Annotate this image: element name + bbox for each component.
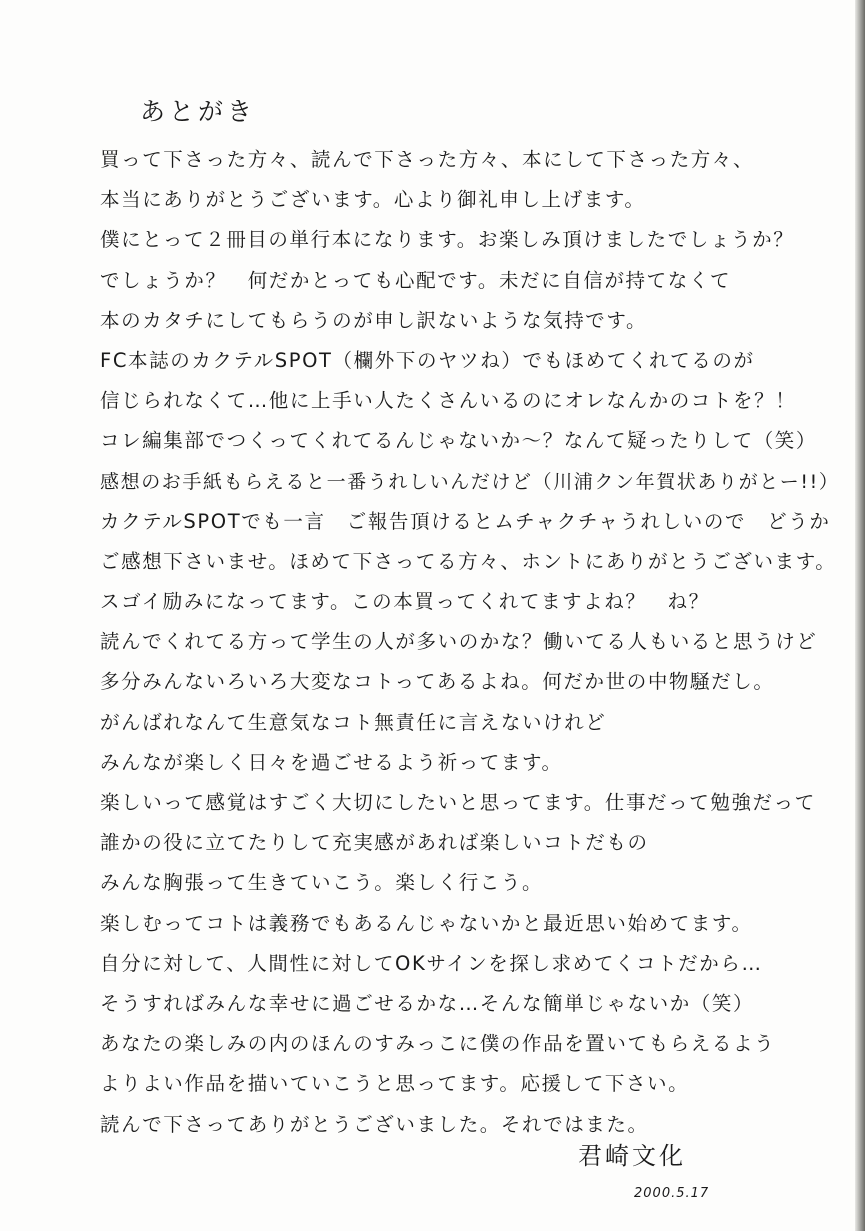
text-line: そうすればみんな幸せに過ごせるかな…そんな簡単じゃないか（笑） [100, 991, 755, 1015]
text-line: 楽しいって感覚はすごく大切にしたいと思ってます。仕事だって勉強だって [100, 791, 816, 814]
text-line: あなたの楽しみの内のほんのすみっこに僕の作品を置いてもらえるよう [100, 1032, 776, 1056]
text-line: がんばれなんて生意気なコト無責任に言えないけれど [100, 710, 607, 734]
text-line: 読んで下さってありがとうございました。それではまた。 [100, 1112, 649, 1136]
text-line: FC本誌のカクテルSPOT（欄外下のヤツね）でもほめてくれてるのが [100, 348, 755, 372]
page-edge-shadow [855, 0, 865, 1231]
text-line: 多分みんないろいろ大変なコトってあるよね。何だか世の中物騒だし。 [100, 670, 775, 694]
text-line: 誰かの役に立てたりして充実感があれば楽しいコトだもの [100, 831, 649, 855]
text-line: ご感想下さいませ。ほめて下さってる方々、ホントにありがとうございます。 [100, 549, 837, 573]
text-line: 信じられなくて…他に上手い人たくさんいるのにオレなんかのコトを？！ [100, 389, 797, 413]
date-label: 2000.5.17 [634, 1186, 710, 1201]
text-line: よりよい作品を描いていこうと思ってます。応援して下さい。 [100, 1072, 690, 1096]
afterword-heading: あとがき [140, 97, 257, 126]
afterword-body [100, 140, 840, 1145]
text-line: 本当にありがとうございます。心より御礼申し上げます。 [100, 188, 646, 212]
text-line: 自分に対して、人間性に対してOKサインを探し求めてくコトだから… [100, 951, 763, 975]
text-line: みんなが楽しく日々を過ごせるよう祈ってます。 [100, 750, 563, 774]
text-line: 楽しむってコトは義務でもあるんじゃないかと最近思い始めてます。 [100, 911, 753, 935]
text-line: 本のカタチにしてもらうのが申し訳ないような気持です。 [100, 308, 648, 332]
text-line: でしょうか？ 何だかとっても心配です。未だに自信が持てなくて [100, 268, 732, 292]
text-line: コレ編集部でつくってくれてるんじゃないか〜？なんて疑ったりして（笑） [100, 429, 818, 453]
text-line: 買って下さった方々、読んで下さった方々、本にして下さった方々、 [100, 148, 755, 171]
text-line: 読んでくれてる方って学生の人が多いのかな？働いてる人もいると思うけど [100, 630, 818, 654]
text-line: 感想のお手紙もらえると一番うれしいんだけど（川浦クン年賀状ありがとー!!） [100, 470, 840, 493]
text-line: カクテルSPOTでも一言 ご報告頂けるとムチャクチャうれしいので どうか [100, 509, 831, 533]
text-line: スゴイ励みになってます。この本買ってくれてますよね？ ね？ [100, 590, 710, 614]
author-signature: 君崎文化 [578, 1142, 686, 1170]
text-line: みんな胸張って生きていこう。楽しく行こう。 [100, 871, 544, 895]
text-line: 僕にとって２冊目の単行本になります。お楽しみ頂けましたでしょうか？ [100, 228, 795, 252]
